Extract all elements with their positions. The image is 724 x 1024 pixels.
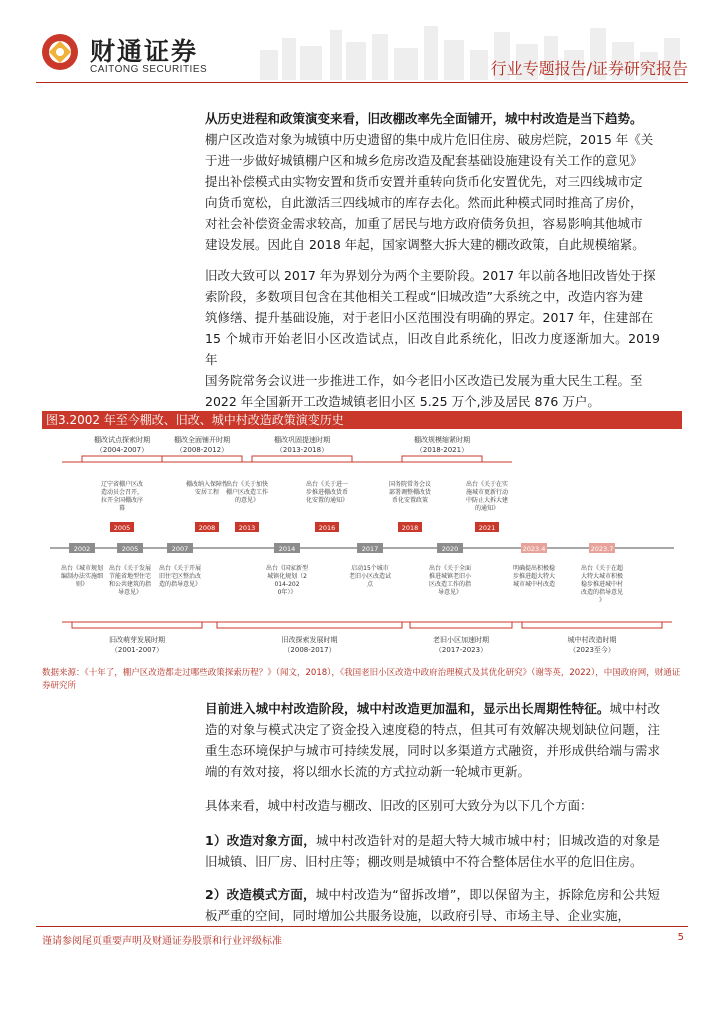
- bottom-event-text: 出台《关于全面: [428, 565, 472, 572]
- text-line: 建设发展。因此自 2018 年起，国家调整大拆大建的棚改政策，自此规模缩紧。: [205, 237, 645, 252]
- text-line: 15 个城市开始老旧小区改造试点，旧改自此系统化，旧改力度逐渐加大。2019 年: [205, 331, 660, 367]
- top-event-text: 安居工程: [194, 489, 220, 496]
- bottom-event-text: 启动15个城市: [351, 565, 389, 572]
- top-event-text: 造动员会召开，: [100, 489, 144, 496]
- bottom-event-text: 推进城镇老旧小: [428, 573, 472, 580]
- figure-source: 数据来源：《十年了，棚户区改造都走过哪些政策探索历程？》（闻文，2018），《我国老旧小区改造中政府治理模式及其优化研究》（谢等英，2022），中国政府网，财通证券研究所: [42, 668, 681, 691]
- text-line: 国务院常务会议进一步推进工作，如今老旧小区改造已发展为重大民生工程。至: [205, 373, 643, 388]
- policy-timeline-diagram: [42, 430, 682, 662]
- top-period-bracket: [162, 456, 242, 462]
- figure-title: 图3.2002 年至今棚改、旧改、城中村改造政策演变历史: [42, 411, 682, 429]
- bottom-event-text: 和公共建筑的指: [108, 581, 152, 588]
- top-event-text: 的通知》: [474, 505, 500, 512]
- bottom-event-text: 旧住宅区整治改: [158, 573, 202, 580]
- footer-divider: [36, 926, 688, 927]
- text-line: 旧改大致可以 2017 年为界划分为两个主要阶段。2017 年以前各地旧改皆处于探: [205, 268, 656, 283]
- axis-year-label: 2020: [441, 545, 459, 553]
- paragraph-mode-lead: 2）改造模式方面，: [205, 887, 316, 902]
- top-event-year: 2008: [198, 524, 216, 532]
- axis-year-label: 2017: [361, 545, 379, 553]
- bottom-event-text: 城市城中村改造: [512, 581, 556, 588]
- bottom-event-text: 步推进超大特大: [512, 573, 556, 580]
- top-event-text: 出台《关于加快: [225, 481, 269, 488]
- top-event-text: 币化安置政策: [391, 497, 429, 504]
- bottom-event-text: 老旧小区改造试: [348, 573, 392, 580]
- bottom-period-years: （2001-2007）: [110, 646, 164, 654]
- bottom-event-text: 则》: [75, 581, 89, 588]
- top-event-year: 2021: [478, 524, 496, 532]
- bottom-period-bracket: [217, 622, 402, 628]
- top-event-text: 的意见》: [234, 497, 260, 504]
- top-event-text: 步推进棚改货币: [305, 489, 349, 496]
- paragraph-history-lead: 从历史进程和政策演变来看，旧改棚改率先全面铺开，城中村改造是当下趋势。: [205, 111, 643, 126]
- top-period-name: 棚改全面铺开时期: [174, 436, 230, 444]
- axis-year-label: 2023.4: [522, 545, 546, 553]
- bottom-event-text: 编制办法实施细: [60, 573, 104, 580]
- top-event-text: 施城市更新行动: [465, 489, 509, 496]
- bottom-event-text: 出台《国家新型: [265, 565, 309, 572]
- top-event-text: 辽宁省棚户区改: [100, 481, 144, 488]
- top-period-name: 棚改试点探索时期: [94, 436, 150, 444]
- top-period-years: （2004-2007）: [95, 446, 149, 454]
- header-divider: [36, 82, 688, 83]
- text-line: 于进一步做好城镇棚户区和城乡危房改造及配套基础设施建设有关工作的意见》: [205, 153, 643, 168]
- top-period-years: （2018-2021）: [415, 446, 469, 454]
- bottom-event-text: 城镇化规划（2: [267, 573, 307, 580]
- text-line: 对社会补偿资金需求较高，加重了居民与地方政府债务负担，容易影响其他城市: [205, 216, 643, 231]
- bottom-period-bracket: [522, 622, 662, 628]
- bottom-period-years: （2023至今）: [569, 646, 615, 654]
- paragraph-current-stage-body: 城中村改造的对象与模式决定了资金投入速度稳的特点，但其可有效解决规划缺位问题，注重生态环境保护与城市可持续发展，同时以多渠道方式融资，并形成供给端与需求端的有效对接，将以细水长流的方式拉动新一轮城市更新。: [205, 701, 660, 779]
- brand-name-cn: 财通证券: [90, 37, 199, 66]
- top-event-year: 2013: [238, 524, 256, 532]
- paragraph-current-stage-lead: 目前进入城中村改造阶段，城中村改造更加温和，显示出长周期性特征。: [205, 701, 610, 716]
- top-event-text: 拉开全国棚改序: [100, 497, 144, 504]
- top-event-year: 2018: [401, 524, 419, 532]
- brand-name-en: CAITONG SECURITIES: [90, 64, 208, 75]
- top-period-bracket: [402, 456, 482, 462]
- bottom-event-text: 节能省地型住宅: [108, 573, 152, 580]
- top-period-years: （2008-2012）: [175, 446, 229, 454]
- bottom-event-text: 导意见》: [437, 589, 463, 596]
- top-event-text: 中防止大拆大建: [465, 497, 509, 504]
- top-event-text: 化安置的通知》: [305, 497, 349, 504]
- top-event-text: 棚户区改造工作: [225, 489, 269, 496]
- top-period-years: （2013-2018）: [275, 446, 329, 454]
- report-type-label: 行业专题报告/证券研究报告: [490, 59, 688, 78]
- bottom-period-name: 旧改萌芽发展时期: [109, 636, 165, 644]
- paragraph-object-body: 城中村改造针对的是超大特大城市城中村；旧城改造的对象是旧城镇、旧厂房、旧村庄等；棚改则是城镇中不符合整体居住水平的危旧住房。: [205, 833, 660, 869]
- text-line: 索阶段，多数项目包含在其他相关工程或“旧城改造”大系统之中，改造内容为建: [205, 289, 643, 304]
- text-line: 棚户区改造对象为城镇中历史遗留的集中成片危旧住房、破房烂院，2015 年《关: [205, 132, 654, 147]
- bottom-event-text: 点: [366, 581, 374, 588]
- bottom-event-text: 014-202: [274, 581, 300, 588]
- top-period-bracket: [252, 456, 352, 462]
- bottom-period-years: （2008-2017）: [283, 646, 336, 654]
- paragraph-object-lead: 1）改造对象方面，: [205, 833, 316, 848]
- axis-year-label: 2023.7: [590, 545, 614, 553]
- page-number: 5: [677, 932, 684, 943]
- paragraph-current-stage: [205, 698, 660, 782]
- top-period-name: 棚改规模缩紧时期: [414, 436, 470, 444]
- footer-disclaimer: 谨请参阅尾页重要声明及财通证券股票和行业评级标准: [42, 936, 282, 947]
- text-line: 筑修缮、提升基础设施，对于老旧小区范围没有明确的界定。2017 年，住建部在: [205, 310, 654, 325]
- bottom-event-text: 出台《关于开展: [158, 565, 202, 572]
- paragraph-object: [205, 830, 660, 872]
- bottom-event-text: 出台《城市规划: [60, 565, 104, 572]
- bottom-event-text: 明确提出积极稳: [512, 565, 556, 572]
- bottom-event-text: 导意见》: [117, 589, 143, 596]
- bottom-event-text: 稳步推进城中村: [580, 581, 624, 588]
- bottom-period-name: 老旧小区加速时期: [433, 636, 489, 644]
- top-event-text: 棚改纳入保障性: [185, 481, 229, 488]
- paragraph-old-renovation: [205, 265, 660, 412]
- axis-year-label: 2007: [171, 545, 189, 553]
- axis-year-label: 2014: [278, 545, 296, 553]
- top-event-year: 2016: [318, 524, 336, 532]
- bottom-event-text: 大特大城市积极: [580, 573, 624, 580]
- top-event-year: 2005: [113, 524, 131, 532]
- bottom-event-text: 出台《关于发展: [108, 565, 152, 572]
- bottom-period-name: 旧改探索发展时期: [281, 636, 338, 644]
- paragraph-history: [205, 108, 660, 255]
- bottom-period-bracket: [410, 622, 512, 628]
- axis-year-label: 2002: [73, 545, 91, 553]
- bottom-period-bracket: [72, 622, 202, 628]
- top-event-text: 幕: [118, 505, 126, 512]
- bottom-event-text: 》: [598, 597, 606, 604]
- paragraph-mode-body: 城中村改造为“留拆改增”，即以保留为主，拆除危房和公共短板严重的空间，同时增加公共服务设施，以政府引导、市场主导、企业实施，: [205, 887, 661, 923]
- top-event-text: 国务院常务会议: [388, 481, 432, 488]
- top-period-bracket: [82, 456, 162, 462]
- bottom-event-text: 0年）》: [277, 589, 297, 596]
- paragraph-comparison-intro: 具体来看，城中村改造与棚改、旧改的区别可大致分为以下几个方面：: [205, 798, 593, 813]
- text-line: 向货币宽松，自此激活三四线城市的库存去化。然而此种模式同时推高了房价，: [205, 195, 643, 210]
- caitong-logo-icon: [40, 32, 80, 72]
- top-event-text: 出台《关于进一: [305, 481, 349, 488]
- text-line: 2022 年全国新开工改造城镇老旧小区 5.25 万个,涉及居民 876 万户。: [205, 394, 600, 409]
- bottom-period-name: 城中村改造时期: [567, 636, 617, 644]
- top-event-text: 部署调整棚改货: [388, 489, 432, 496]
- axis-year-label: 2005: [121, 545, 139, 553]
- bottom-event-text: 造的指导意见》: [158, 581, 202, 588]
- bottom-event-text: 改造的指导意见: [580, 589, 624, 596]
- top-event-text: 出台《关于在实: [465, 481, 509, 488]
- top-period-name: 棚改巩固提速时期: [274, 436, 330, 444]
- paragraph-mode: [205, 884, 660, 926]
- bottom-period-years: （2017-2023）: [434, 646, 488, 654]
- bottom-event-text: 区改造工作的指: [428, 581, 472, 588]
- text-line: 提出补偿模式由实物安置和货币安置并重转向货币化安置优先，对三四线城市定: [205, 174, 643, 189]
- bottom-event-text: 出台《关于在超: [580, 565, 624, 572]
